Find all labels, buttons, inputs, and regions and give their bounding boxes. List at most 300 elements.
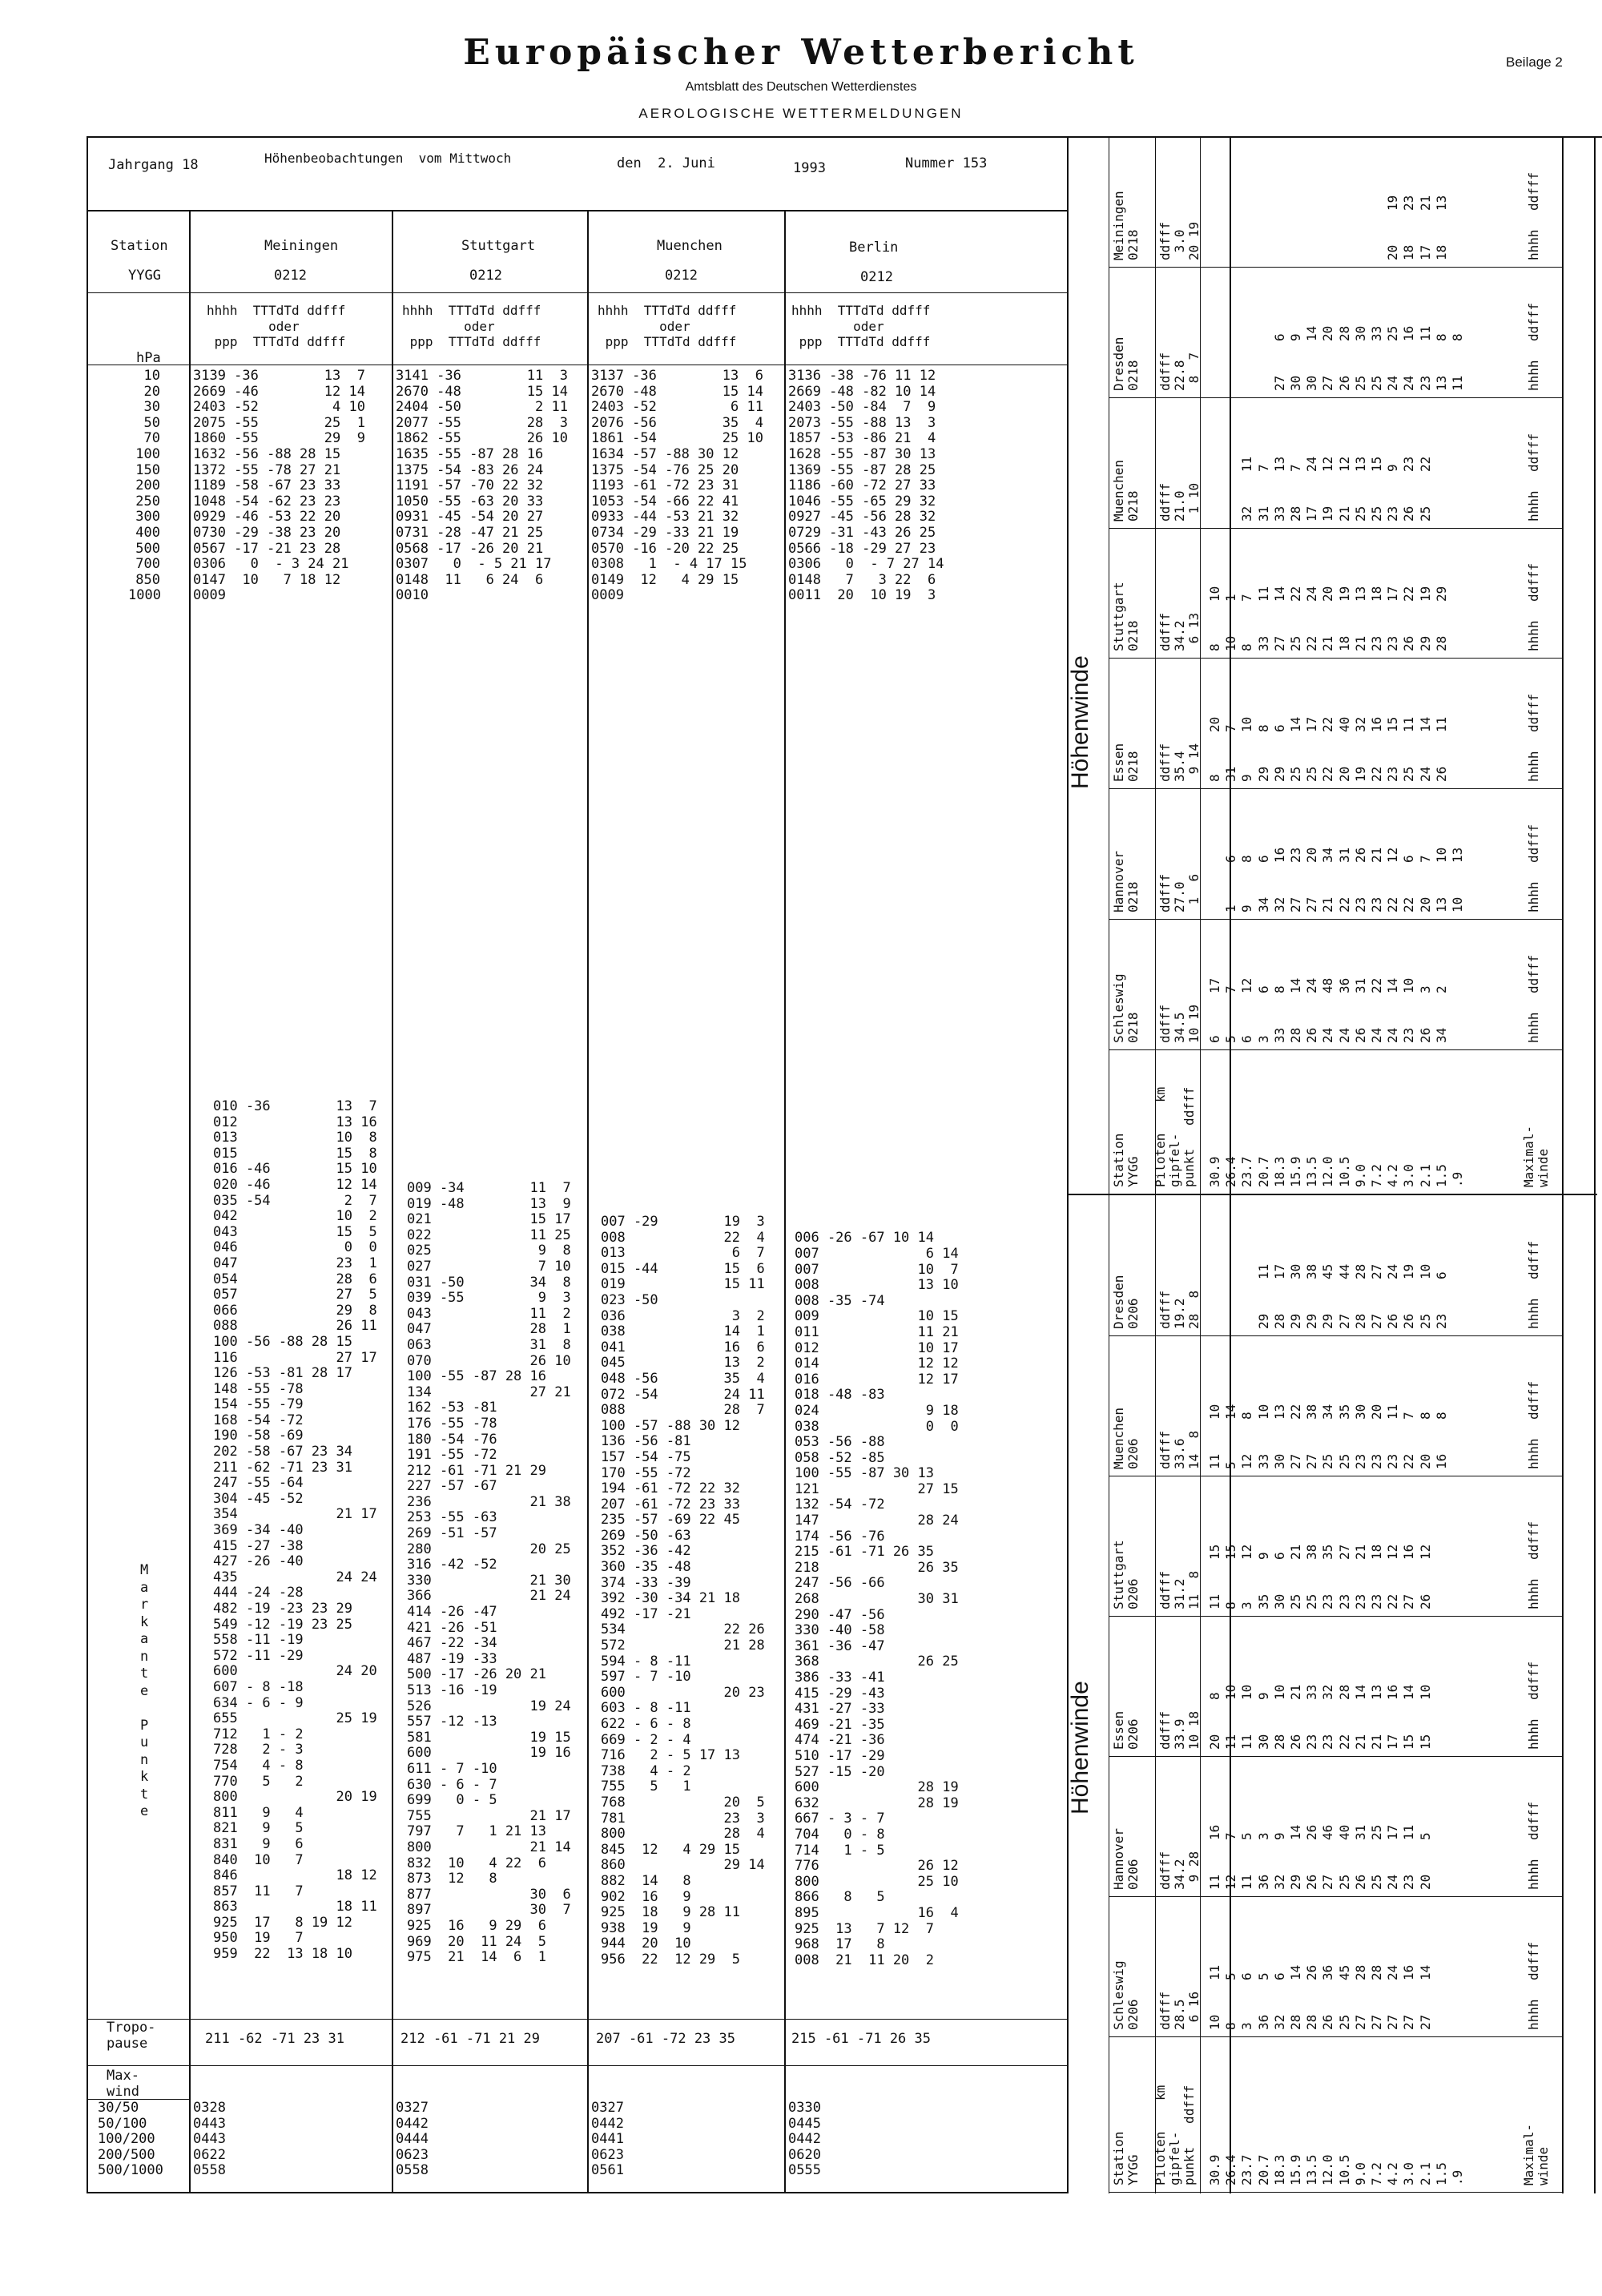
wind-top-2-wind-hhhh: 17: [1304, 506, 1320, 522]
wind-bot-4-wind-hhhh: 23: [1401, 1874, 1417, 1890]
wind-top-5-wind-hhhh: 1: [1223, 904, 1239, 913]
wind-bot-3-wind-ddfff: 28: [1336, 1684, 1352, 1700]
wind-top-4-wind-hhhh: 25: [1288, 767, 1303, 783]
wind-bot-4-hhhh-label: hhhh: [1526, 1859, 1541, 1890]
wind-bot-3-wind-ddfff: 33: [1304, 1684, 1320, 1700]
wind-top-5-wind-ddfff: 31: [1336, 847, 1352, 864]
standard-levels: 3137 -36 13 6 2670 -48 15 14 2403 -52 6 11 2076 -56 35 4 1861 -54 25 10 1634 -57 -88 30 12 1375 -54 -76 25 20 1193 -61 -72 23 31 1053 -54 -66 22 41 0933 -44 -53 21 32 0734 -29 -33 21 19 0570 -16 -20 22 25 0308 1 - 4 17 15 0149 12 4 29 15 0009: [591, 368, 763, 604]
wind-top-5-wind-ddfff: 21: [1369, 847, 1384, 864]
wind-top-2-wind-hhhh: 25: [1352, 506, 1368, 522]
wind-bot-5-wind-hhhh: 27: [1352, 2014, 1368, 2030]
wind-top-5-station-info: ddfff 27.0 1 6: [1157, 873, 1202, 913]
wind-top-3-wind-hhhh: 27: [1271, 636, 1287, 652]
wind-bot-2-wind-hhhh: 26: [1417, 1593, 1433, 1609]
piloten-top-km: 2.1: [1417, 1164, 1433, 1187]
wind-bot-0-wind-hhhh: 26: [1401, 1313, 1417, 1329]
wind-top-4-wind-ddfff: 7: [1223, 724, 1239, 733]
wind-top-3-ddfff-label: ddfff: [1526, 563, 1541, 602]
wind-bot-1-wind-ddfff: 38: [1304, 1404, 1320, 1420]
wind-top-3-wind-ddfff: 20: [1320, 586, 1336, 602]
wind-top-6-wind-hhhh: 5: [1223, 1035, 1239, 1043]
wind-top-6-wind-hhhh: 26: [1352, 1027, 1368, 1043]
wind-bot-3-wind-hhhh: 17: [1385, 1734, 1401, 1750]
piloten-bottom-divider: [1109, 2192, 1562, 2193]
frame-inner-right: [1067, 136, 1069, 2193]
wind-top-1-wind-ddfff: 28: [1336, 325, 1352, 341]
wind-top-4-wind-ddfff: 20: [1207, 717, 1222, 733]
wind-top-3-wind-ddfff: 13: [1352, 586, 1368, 602]
wind-bot-3-wind-ddfff: 8: [1207, 1692, 1222, 1700]
nummer: Nummer 153: [905, 155, 988, 171]
significant-points: 009 -34 11 7 019 -48 13 9 021 15 17 022 11 25 025 9 8 027 7 10 031 -50 34 8 039 -55 9 3 043 11 2 047 28 1 063 31 8 070 26 10 100 -55 -87 28 16 134 27 21 162 -53 -81 176 -55 -78 180 -54 -76 191 -55 -72 212 -61 -71 21 29 227 -57 -67 236 21 38 253 -55 -63 269 -51 -57 280 20 25 316 -42 -52 330 21 30 366 21 24 414 -26 -47 421 -26 -51 467 -22 -34 487 -19 -33 500 -17 -26 20 21 513 -16 -19 526 19 24 557 -12 -13 581 19 15 600 19 16 611 - 7 -10 630 - 6 - 7 699 0 - 5 755 21 17 797 7 1 21 13 800 21 14 832 10 4 22 6 873 12 8 877 30 6 897 30 7 925 16 9 29 6 969 20 11 24 5 975 21 14 6 1: [407, 1180, 571, 1966]
tropopause-value: 212 -61 -71 21 29: [400, 2031, 540, 2047]
piloten-top-km: 3.0: [1401, 1164, 1417, 1187]
wind-bot-0-wind-ddfff: 30: [1288, 1263, 1303, 1279]
wind-top-5-wind-ddfff: 7: [1417, 855, 1433, 864]
wind-top-1-station-name: Dresden 0218: [1111, 336, 1141, 391]
wind-top-3-station-info: ddfff 34.2 6 13: [1157, 613, 1202, 652]
date: den 2. Juni: [617, 155, 715, 171]
wind-top-5-wind-ddfff: 34: [1320, 847, 1336, 864]
wind-top-1-wind-hhhh: 27: [1320, 375, 1336, 391]
wind-top-5-wind-hhhh: 27: [1304, 896, 1320, 913]
wind-bot-2-wind-hhhh: 27: [1401, 1593, 1417, 1609]
wind-top-2-wind-ddfff: 11: [1239, 456, 1255, 472]
wind-top-2-station-info: ddfff 21.0 1 10: [1157, 482, 1202, 522]
wind-top-0-wind-ddfff: 21: [1417, 195, 1433, 211]
wind-bot-1-wind-ddfff: 8: [1417, 1412, 1433, 1420]
wind-top-6-station-info: ddfff 34.5 10 19: [1157, 1004, 1202, 1043]
wind-bot-3-wind-ddfff: 9: [1255, 1692, 1271, 1700]
piloten-top-km: 7.2: [1369, 1164, 1384, 1187]
wind-top-2-wind-hhhh: 21: [1336, 506, 1352, 522]
wind-top-1-wind-hhhh: 24: [1401, 375, 1417, 391]
wind-bot-0-wind-ddfff: 11: [1255, 1263, 1271, 1279]
wind-bot-1-wind-ddfff: 13: [1271, 1404, 1287, 1420]
beilage-label: Beilage 2: [1506, 54, 1563, 70]
column-head: hhhh TTTdTd ddfff oder ppp TTTdTd ddfff: [402, 303, 541, 350]
wind-top-6-hhhh-label: hhhh: [1526, 1012, 1541, 1043]
wind-bot-0-wind-ddfff: 27: [1369, 1263, 1384, 1279]
wind-top-6-wind-hhhh: 6: [1239, 1035, 1255, 1043]
maxwind-levels: 30/50 50/100 100/200 200/500 500/1000: [98, 2100, 163, 2179]
wind-top-1-wind-ddfff: 8: [1450, 333, 1465, 341]
wind-top-6-wind-ddfff: 17: [1207, 977, 1222, 993]
wind-bot-5-wind-hhhh: 8: [1223, 2022, 1239, 2030]
wind-bot-3-wind-hhhh: 22: [1336, 1734, 1352, 1750]
station-yygg: 0212: [274, 268, 307, 284]
wind-bot-2-wind-ddfff: 15: [1223, 1544, 1239, 1560]
wind-bot-1-station-info: ddfff 33.6 14 8: [1157, 1430, 1202, 1469]
wind-top-2-wind-ddfff: 9: [1385, 463, 1401, 472]
piloten-bottom-km: 9.0: [1352, 2162, 1368, 2185]
hpa-label: hPa: [136, 350, 161, 366]
piloten-bottom-km: 1.5: [1433, 2162, 1449, 2185]
column-head: hhhh TTTdTd ddfff oder ppp TTTdTd ddfff: [207, 303, 346, 350]
wind-bot-5-wind-ddfff: 28: [1352, 1964, 1368, 1980]
wind-top-3-wind-hhhh: 28: [1433, 636, 1449, 652]
wind-top-2-wind-hhhh: 32: [1239, 506, 1255, 522]
wind-top-6-wind-hhhh: 24: [1385, 1027, 1401, 1043]
wind-bot-1-wind-ddfff: 11: [1385, 1404, 1401, 1420]
wind-top-6-wind-hhhh: 24: [1320, 1027, 1336, 1043]
significant-points: 010 -36 13 7 012 13 16 013 10 8 015 15 8 016 -46 15 10 020 -46 12 14 035 -54 2 7 042 10 2 043 15 5 046 0 0 047 23 1 054 28 6 057 27 5 066 29 8 088 26 11 100 -56 -88 28 15 116 27 17 126 -53 -81 28 17 148 -55 -78 154 -55 -79 168 -54 -72 190 -58 -69 202 -58 -67 23 34 211 -62 -71 23 31 247 -55 -64 304 -45 -52 354 21 17 369 -34 -40 415 -27 -38 427 -26 -40 435 24 24 444 -24 -28 482 -19 -23 23 29 549 -12 -19 23 25 558 -11 -19 572 -11 -29 600 24 20 607 - 8 -18 634 - 6 - 9 655 25 19 712 1 - 2 728 2 - 3 754 4 - 8 770 5 2 800 20 19 811 9 4 821 9 5 831 9 6 840 10 7 846 18 12 857 11 7 863 18 11 925 17 8 19 12 950 19 7 959 22 13 18 10: [213, 1098, 377, 1963]
wind-top-5-wind-hhhh: 22: [1336, 896, 1352, 913]
wind-bot-0-wind-hhhh: 29: [1320, 1313, 1336, 1329]
wind-bot-0-wind-ddfff: 6: [1433, 1271, 1449, 1279]
piloten-bottom-km: 26.4: [1223, 2154, 1239, 2185]
wind-bot-2-wind-hhhh: 35: [1255, 1593, 1271, 1609]
piloten-bottom-km: 20.7: [1255, 2154, 1271, 2185]
wind-bot-1-wind-ddfff: 22: [1288, 1404, 1303, 1420]
wind-top-5-wind-hhhh: 20: [1417, 896, 1433, 913]
tropopause-value: 207 -61 -72 23 35: [596, 2031, 735, 2047]
wind-top-4-wind-hhhh: 20: [1336, 767, 1352, 783]
wind-top-2-wind-hhhh: 19: [1320, 506, 1336, 522]
wind-top-6-wind-ddfff: 12: [1239, 977, 1255, 993]
wind-top-2-wind-hhhh: 25: [1369, 506, 1384, 522]
wind-bot-2-wind-hhhh: 23: [1336, 1593, 1352, 1609]
col-line-2: [587, 210, 589, 2192]
wind-bot-5-wind-hhhh: 26: [1320, 2014, 1336, 2030]
wind-bot-5-station-info: ddfff 28.5 6 16: [1157, 1991, 1202, 2030]
wind-top-2-wind-hhhh: 31: [1255, 506, 1271, 522]
station-yygg: 0212: [665, 268, 698, 284]
piloten-bottom-km: 18.3: [1271, 2154, 1287, 2185]
wind-top-0-hhhh-label: hhhh: [1526, 229, 1541, 260]
wind-bot-0-wind-ddfff: 17: [1271, 1263, 1287, 1279]
wind-top-3-wind-ddfff: 18: [1369, 586, 1384, 602]
wind-bot-2-wind-hhhh: 23: [1320, 1593, 1336, 1609]
piloten-top-km: .9: [1450, 1171, 1465, 1187]
wind-bot-3-wind-ddfff: 16: [1385, 1684, 1401, 1700]
wind-top-3-wind-hhhh: 26: [1401, 636, 1417, 652]
wind-top-3-wind-ddfff: 11: [1255, 586, 1271, 602]
beobachtungen: Höhenbeobachtungen vom Mittwoch: [264, 151, 512, 166]
wind-top-2-panel-divider: [1109, 528, 1562, 529]
wind-top-1-wind-ddfff: 14: [1304, 325, 1320, 341]
wind-bot-3-wind-ddfff: 10: [1417, 1684, 1433, 1700]
wind-top-5-wind-ddfff: 8: [1239, 855, 1255, 864]
yygg-label: YYGG: [128, 268, 161, 284]
wind-bot-5-wind-hhhh: 36: [1255, 2014, 1271, 2030]
wind-top-6-wind-hhhh: 24: [1369, 1027, 1384, 1043]
wind-bot-4-wind-ddfff: 16: [1207, 1824, 1222, 1840]
wind-top-3-wind-hhhh: 10: [1223, 636, 1239, 652]
wind-top-5-wind-hhhh: 21: [1320, 896, 1336, 913]
wind-bot-0-wind-hhhh: 29: [1304, 1313, 1320, 1329]
wind-bot-5-ddfff-label: ddfff: [1526, 1941, 1541, 1980]
wind-bot-3-wind-ddfff: 21: [1288, 1684, 1303, 1700]
wind-top-4-wind-hhhh: 29: [1255, 767, 1271, 783]
wind-top-6-wind-ddfff: 36: [1336, 977, 1352, 993]
hoehenwinde-label-bottom: Höhenwinde: [1067, 1681, 1093, 1815]
wind-bot-1-wind-hhhh: 30: [1271, 1453, 1287, 1469]
wind-top-1-wind-ddfff: 25: [1385, 325, 1401, 341]
wind-bot-3-wind-ddfff: 10: [1271, 1684, 1287, 1700]
wind-top-2-station-name: Muenchen 0218: [1111, 459, 1141, 522]
wind-bot-2-wind-ddfff: 9: [1255, 1552, 1271, 1560]
wind-top-5-wind-hhhh: 22: [1401, 896, 1417, 913]
wind-bot-5-wind-hhhh: 27: [1417, 2014, 1433, 2030]
wind-top-5-wind-ddfff: 13: [1450, 847, 1465, 864]
wind-top-3-wind-ddfff: 29: [1433, 586, 1449, 602]
tropo-top: [87, 2019, 1069, 2020]
wind-top-3-wind-hhhh: 18: [1336, 636, 1352, 652]
station-name: Meiningen: [264, 238, 339, 254]
wind-bot-1-station-name: Muenchen 0206: [1111, 1407, 1141, 1469]
wind-top-0-ddfff-label: ddfff: [1526, 171, 1541, 211]
wind-bot-3-wind-hhhh: 28: [1271, 1734, 1287, 1750]
wind-bot-4-station-info: ddfff 34.2 9 28: [1157, 1851, 1202, 1890]
wind-bot-4-wind-ddfff: 9: [1271, 1832, 1287, 1840]
wind-top-3-wind-hhhh: 21: [1320, 636, 1336, 652]
wind-top-5-wind-hhhh: 9: [1239, 904, 1255, 913]
wind-bot-2-wind-hhhh: 25: [1288, 1593, 1303, 1609]
wind-bot-3-wind-hhhh: 15: [1417, 1734, 1433, 1750]
wind-top-3-panel-divider: [1109, 658, 1562, 659]
station-label: Station: [111, 238, 168, 254]
wind-bot-4-wind-ddfff: 7: [1223, 1832, 1239, 1840]
wind-bot-1-ddfff-label: ddfff: [1526, 1380, 1541, 1420]
wind-bot-5-wind-hhhh: 28: [1304, 2014, 1320, 2030]
wind-bot-0-station-info: ddfff 19.2 28 8: [1157, 1290, 1202, 1329]
tropopause-label: Tropo- pause: [107, 2020, 156, 2052]
station-name: Stuttgart: [461, 238, 536, 254]
wind-bot-0-panel-divider: [1109, 1335, 1562, 1336]
wind-bot-5-wind-ddfff: 24: [1385, 1964, 1401, 1980]
maxwind-values: 0327 0442 0441 0623 0561: [591, 2100, 624, 2179]
wind-top-6-wind-hhhh: 3: [1255, 1035, 1271, 1043]
station-yygg: 0212: [860, 269, 893, 285]
standard-levels: 3139 -36 13 7 2669 -46 12 14 2403 -52 4 10 2075 -55 25 1 1860 -55 29 9 1632 -56 -88 28 15 1372 -55 -78 27 21 1189 -58 -67 23 33 1048 -54 -62 23 23 0929 -46 -53 22 20 0730 -29 -38 23 20 0567 -17 -21 23 28 0306 0 - 3 24 21 0147 10 7 18 12 0009: [193, 368, 365, 604]
wind-bot-3-wind-ddfff: 10: [1223, 1684, 1239, 1700]
wind-top-3-hhhh-label: hhhh: [1526, 620, 1541, 652]
piloten-top-km: 1.5: [1433, 1164, 1449, 1187]
wind-top-6-wind-ddfff: 14: [1288, 977, 1303, 993]
wind-bot-0-wind-ddfff: 45: [1320, 1263, 1336, 1279]
wind-bot-4-station-name: Hannover 0206: [1111, 1827, 1141, 1890]
piloten-top-km: 20.7: [1255, 1156, 1271, 1187]
wind-top-6-wind-ddfff: 6: [1255, 985, 1271, 993]
standard-levels: 3141 -36 11 3 2670 -48 15 14 2404 -50 2 11 2077 -55 28 3 1862 -55 26 10 1635 -55 -87 28 16 1375 -54 -83 26 24 1191 -57 -70 22 32 1050 -55 -63 20 33 0931 -45 -54 20 27 0731 -28 -47 21 25 0568 -17 -26 20 21 0307 0 - 5 21 17 0148 11 6 24 6 0010: [396, 368, 568, 604]
wind-top-1-hhhh-label: hhhh: [1526, 360, 1541, 391]
wind-bot-3-wind-ddfff: 13: [1369, 1684, 1384, 1700]
wind-bot-4-wind-hhhh: 29: [1288, 1874, 1303, 1890]
wind-bot-1-wind-hhhh: 33: [1255, 1453, 1271, 1469]
wind-top-2-wind-hhhh: 26: [1401, 506, 1417, 522]
wind-top-2-wind-hhhh: 25: [1417, 506, 1433, 522]
wind-bot-0-wind-hhhh: 23: [1433, 1313, 1449, 1329]
wind-bot-4-panel-divider: [1109, 1896, 1562, 1897]
wind-bot-4-wind-hhhh: 26: [1304, 1874, 1320, 1890]
wind-top-2-wind-ddfff: 23: [1401, 456, 1417, 472]
wind-top-3-wind-hhhh: 22: [1304, 636, 1320, 652]
wind-top-5-wind-hhhh: 32: [1271, 896, 1287, 913]
piloten-top-km: 15.9: [1288, 1156, 1303, 1187]
column-head: hhhh TTTdTd ddfff oder ppp TTTdTd ddfff: [598, 303, 737, 350]
wind-top-4-wind-hhhh: 25: [1401, 767, 1417, 783]
piloten-top-km: 4.2: [1385, 1164, 1401, 1187]
markante-punkte-label: M a r k a n t e P u n k t e: [140, 1562, 149, 1819]
wind-top-4-wind-ddfff: 22: [1320, 717, 1336, 733]
wind-top-1-station-info: ddfff 22.8 8 7: [1157, 352, 1202, 391]
wind-bot-4-wind-ddfff: 40: [1336, 1824, 1352, 1840]
wind-bot-0-wind-hhhh: 29: [1288, 1313, 1303, 1329]
wind-top-3-wind-hhhh: 29: [1417, 636, 1433, 652]
wind-bot-2-station-info: ddfff 31.2 11 8: [1157, 1570, 1202, 1609]
wind-top-3-wind-ddfff: 19: [1417, 586, 1433, 602]
wind-bot-1-wind-hhhh: 12: [1239, 1453, 1255, 1469]
piloten-bottom-km: 2.1: [1417, 2162, 1433, 2185]
wind-top-3-wind-hhhh: 8: [1239, 643, 1255, 652]
wind-top-4-wind-hhhh: 22: [1320, 767, 1336, 783]
wind-bot-5-wind-ddfff: 14: [1288, 1964, 1303, 1980]
wind-top-5-wind-ddfff: 6: [1401, 855, 1417, 864]
wind-top-2-wind-ddfff: 22: [1417, 456, 1433, 472]
wind-bot-4-wind-hhhh: 26: [1352, 1874, 1368, 1890]
wind-bot-2-wind-ddfff: 16: [1401, 1544, 1417, 1560]
wind-top-1-panel-divider: [1109, 397, 1562, 398]
wind-top-3-wind-hhhh: 33: [1255, 636, 1271, 652]
wind-top-1-wind-hhhh: 11: [1450, 375, 1465, 391]
wind-bot-1-wind-ddfff: 30: [1352, 1404, 1368, 1420]
wind-bot-1-wind-hhhh: 27: [1288, 1453, 1303, 1469]
wind-bot-2-wind-ddfff: 27: [1336, 1544, 1352, 1560]
wind-top-5-wind-ddfff: 20: [1304, 847, 1320, 864]
wind-top-4-wind-ddfff: 6: [1271, 724, 1287, 733]
wind-top-5-wind-ddfff: 16: [1271, 847, 1287, 864]
wind-bot-1-hhhh-label: hhhh: [1526, 1438, 1541, 1469]
piloten-bottom-km: 23.7: [1239, 2154, 1255, 2185]
wind-top-2-wind-hhhh: 28: [1288, 506, 1303, 522]
wind-top-2-wind-ddfff: 24: [1304, 456, 1320, 472]
wind-bot-4-wind-hhhh: 27: [1320, 1874, 1336, 1890]
wind-bot-3-wind-hhhh: 26: [1288, 1734, 1303, 1750]
tropopause-value: 211 -62 -71 23 31: [205, 2031, 344, 2047]
wind-bot-5-station-name: Schleswig 0206: [1111, 1960, 1141, 2030]
wind-top-1-wind-ddfff: 20: [1320, 325, 1336, 341]
maxwind-values: 0328 0443 0443 0622 0558: [193, 2100, 226, 2179]
wind-top-6-panel-divider: [1109, 1049, 1562, 1050]
wind-top-4-hhhh-label: hhhh: [1526, 751, 1541, 783]
wind-bot-1-wind-hhhh: 11: [1207, 1453, 1222, 1469]
wind-top-0-wind-ddfff: 23: [1401, 195, 1417, 211]
wind-bot-4-wind-ddfff: 46: [1320, 1824, 1336, 1840]
wind-top-1-wind-ddfff: 30: [1352, 325, 1368, 341]
wind-top-4-ddfff-label: ddfff: [1526, 694, 1541, 733]
piloten-top-km: 10.5: [1336, 1156, 1352, 1187]
page-title: Europäischer Wetterbericht: [463, 32, 1139, 73]
wind-top-6-wind-ddfff: 24: [1304, 977, 1320, 993]
wind-top-4-wind-hhhh: 23: [1385, 767, 1401, 783]
wind-top-2-wind-ddfff: 13: [1352, 456, 1368, 472]
wind-bot-2-wind-ddfff: 12: [1417, 1544, 1433, 1560]
wind-bot-2-hhhh-label: hhhh: [1526, 1578, 1541, 1609]
wind-top-1-wind-ddfff: 9: [1288, 333, 1303, 341]
col-line-3: [784, 210, 786, 2192]
wind-bot-0-wind-hhhh: 27: [1369, 1313, 1384, 1329]
maxwind-values: 0327 0442 0444 0623 0558: [396, 2100, 429, 2179]
wind-top-4-wind-ddfff: 8: [1255, 724, 1271, 733]
wind-top-4-station-name: Essen 0218: [1111, 743, 1141, 783]
wind-bot-4-wind-ddfff: 14: [1288, 1824, 1303, 1840]
wind-bot-1-wind-hhhh: 22: [1401, 1453, 1417, 1469]
wind-top-5-wind-ddfff: 12: [1385, 847, 1401, 864]
maxwind-label: Max- wind: [107, 2068, 139, 2100]
wind-bot-2-wind-ddfff: 6: [1271, 1552, 1287, 1560]
wind-top-5-wind-ddfff: 26: [1352, 847, 1368, 864]
col-line-0: [189, 210, 191, 2192]
wind-bot-5-wind-hhhh: 27: [1401, 2014, 1417, 2030]
wind-top-4-panel-divider: [1109, 788, 1562, 789]
wind-top-3-wind-ddfff: 14: [1271, 586, 1287, 602]
wind-bot-5-wind-hhhh: 28: [1288, 2014, 1303, 2030]
wind-top-0-wind-hhhh: 18: [1433, 244, 1449, 260]
wind-top-4-wind-hhhh: 24: [1417, 767, 1433, 783]
wind-bot-4-wind-ddfff: 26: [1304, 1824, 1320, 1840]
wind-top-4-wind-ddfff: 11: [1433, 717, 1449, 733]
wind-bot-5-wind-ddfff: 28: [1369, 1964, 1384, 1980]
wind-top-3-wind-ddfff: 24: [1304, 586, 1320, 602]
wind-bot-5-wind-ddfff: 26: [1304, 1964, 1320, 1980]
frame-top: [87, 136, 1602, 138]
wind-bot-0-station-name: Dresden 0206: [1111, 1275, 1141, 1329]
wind-bot-2-station-name: Stuttgart 0206: [1111, 1540, 1141, 1609]
wind-top-1-wind-ddfff: 16: [1401, 325, 1417, 341]
wind-top-4-wind-ddfff: 16: [1369, 717, 1384, 733]
piloten-bottom-km: 15.9: [1288, 2154, 1303, 2185]
wind-top-6-wind-ddfff: 10: [1401, 977, 1417, 993]
wind-bot-2-wind-ddfff: 21: [1352, 1544, 1368, 1560]
wind-top-2-wind-ddfff: 13: [1271, 456, 1287, 472]
wind-top-5-panel-divider: [1109, 919, 1562, 920]
wind-bot-1-wind-ddfff: 10: [1207, 1404, 1222, 1420]
piloten-bottom-maximal: Maximal- winde: [1521, 2123, 1551, 2185]
wind-top-6-wind-hhhh: 6: [1207, 1035, 1222, 1043]
jahrgang: Jahrgang 18: [108, 157, 199, 173]
wind-bot-5-wind-hhhh: 10: [1207, 2014, 1222, 2030]
wind-top-6-wind-hhhh: 24: [1336, 1027, 1352, 1043]
wind-bot-1-wind-hhhh: 23: [1369, 1453, 1384, 1469]
wind-bot-3-station-name: Essen 0206: [1111, 1710, 1141, 1750]
wind-bot-1-wind-hhhh: 27: [1304, 1453, 1320, 1469]
wind-bot-0-wind-ddfff: 38: [1304, 1263, 1320, 1279]
wind-bot-4-wind-hhhh: 36: [1255, 1874, 1271, 1890]
piloten-bottom-km: 3.0: [1401, 2162, 1417, 2185]
wind-bot-2-wind-ddfff: 18: [1369, 1544, 1384, 1560]
wind-bot-0-wind-hhhh: 29: [1255, 1313, 1271, 1329]
wind-top-2-wind-ddfff: 12: [1320, 456, 1336, 472]
wind-bot-4-wind-ddfff: 5: [1417, 1832, 1433, 1840]
hpa-levels: 10 20 30 50 70 100 150 200 250 300 400 500 700 850 1000: [128, 368, 161, 604]
wind-top-5-hhhh-label: hhhh: [1526, 881, 1541, 913]
wind-bot-5-wind-ddfff: 16: [1401, 1964, 1417, 1980]
wind-bot-5-wind-ddfff: 6: [1239, 1972, 1255, 1980]
wind-top-1-wind-hhhh: 23: [1417, 375, 1433, 391]
wind-top-4-wind-hhhh: 8: [1207, 774, 1222, 783]
wind-top-4-wind-ddfff: 14: [1417, 717, 1433, 733]
wind-bot-1-wind-ddfff: 34: [1320, 1404, 1336, 1420]
wind-top-4-wind-hhhh: 22: [1369, 767, 1384, 783]
col-line-1: [392, 210, 393, 2192]
wind-top-6-wind-hhhh: 23: [1401, 1027, 1417, 1043]
wind-bot-2-wind-hhhh: 23: [1369, 1593, 1384, 1609]
wind-bot-3-station-info: ddfff 33.9 10 18: [1157, 1710, 1202, 1750]
wind-top-3-wind-ddfff: 22: [1401, 586, 1417, 602]
wind-bot-2-wind-hhhh: 30: [1271, 1593, 1287, 1609]
wind-top-2-wind-ddfff: 12: [1336, 456, 1352, 472]
